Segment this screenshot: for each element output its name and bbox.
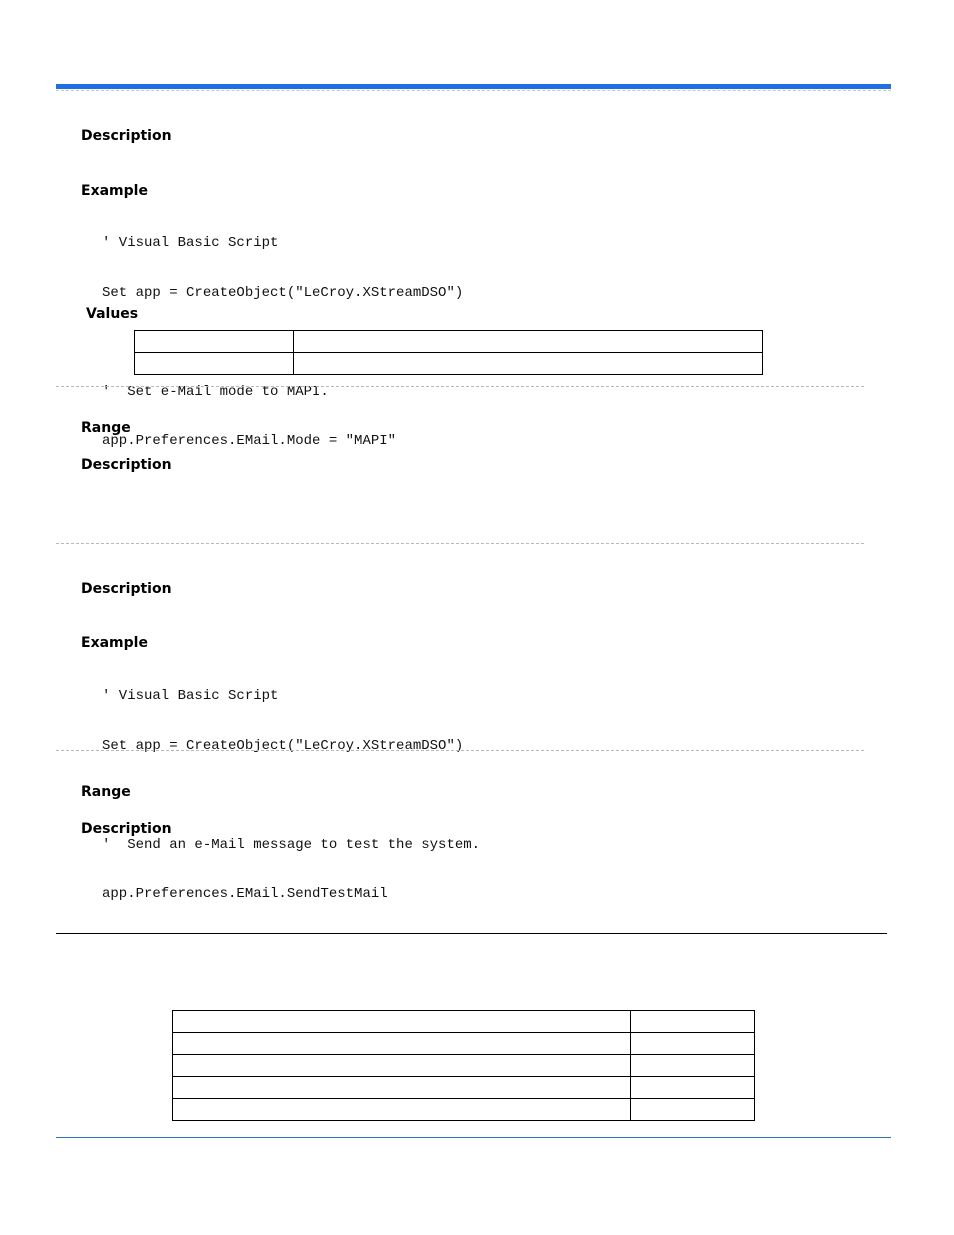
table-cell <box>173 1077 631 1099</box>
header-dashed-rule <box>56 90 891 91</box>
code-line: ' Set e-Mail mode to MAPI. <box>102 383 329 400</box>
table-row <box>173 1011 755 1033</box>
description-heading: Description <box>81 128 172 144</box>
table-cell <box>135 353 294 375</box>
header-blue-rule <box>56 84 891 89</box>
table-row <box>173 1055 755 1077</box>
section-divider <box>56 543 864 544</box>
section-divider <box>56 750 864 751</box>
table-row <box>173 1033 755 1055</box>
section-divider <box>56 386 864 387</box>
code-line: Set app = CreateObject("LeCroy.XStreamDSO") <box>102 284 464 301</box>
code-line: Set app = CreateObject("LeCroy.XStreamDSO") <box>102 737 464 754</box>
values-heading: Values <box>86 306 139 322</box>
table-row <box>173 1077 755 1099</box>
table-cell <box>631 1099 755 1121</box>
table-cell <box>294 331 763 353</box>
table-cell <box>631 1055 755 1077</box>
example-heading: Example <box>81 635 148 651</box>
range-heading: Range <box>81 420 131 436</box>
table-cell <box>173 1055 631 1077</box>
description-heading: Description <box>81 457 172 473</box>
range-heading: Range <box>81 784 131 800</box>
table-cell <box>631 1033 755 1055</box>
table-row <box>173 1099 755 1121</box>
code-block <box>102 655 480 919</box>
table-cell <box>631 1011 755 1033</box>
code-line: ' Visual Basic Script <box>102 235 279 251</box>
table-cell <box>135 331 294 353</box>
values-table <box>134 330 763 375</box>
bottom-table <box>172 1010 755 1121</box>
code-line: ' Send an e-Mail message to test the system. <box>102 836 481 853</box>
horizontal-rule <box>56 933 887 934</box>
code-line: app.Preferences.EMail.Mode = "MAPI" <box>102 433 397 449</box>
code-line: app.Preferences.EMail.SendTestMail <box>102 886 388 902</box>
table-row <box>135 353 763 375</box>
table-cell <box>173 1033 631 1055</box>
table-cell <box>173 1011 631 1033</box>
table-cell <box>173 1099 631 1121</box>
footer-rule <box>56 1137 891 1138</box>
description-heading: Description <box>81 581 172 597</box>
description-heading: Description <box>81 821 172 837</box>
code-line <box>102 787 480 804</box>
table-cell <box>631 1077 755 1099</box>
code-line: ' Visual Basic Script <box>102 688 279 704</box>
table-cell <box>294 353 763 375</box>
example-heading: Example <box>81 183 148 199</box>
table-row <box>135 331 763 353</box>
